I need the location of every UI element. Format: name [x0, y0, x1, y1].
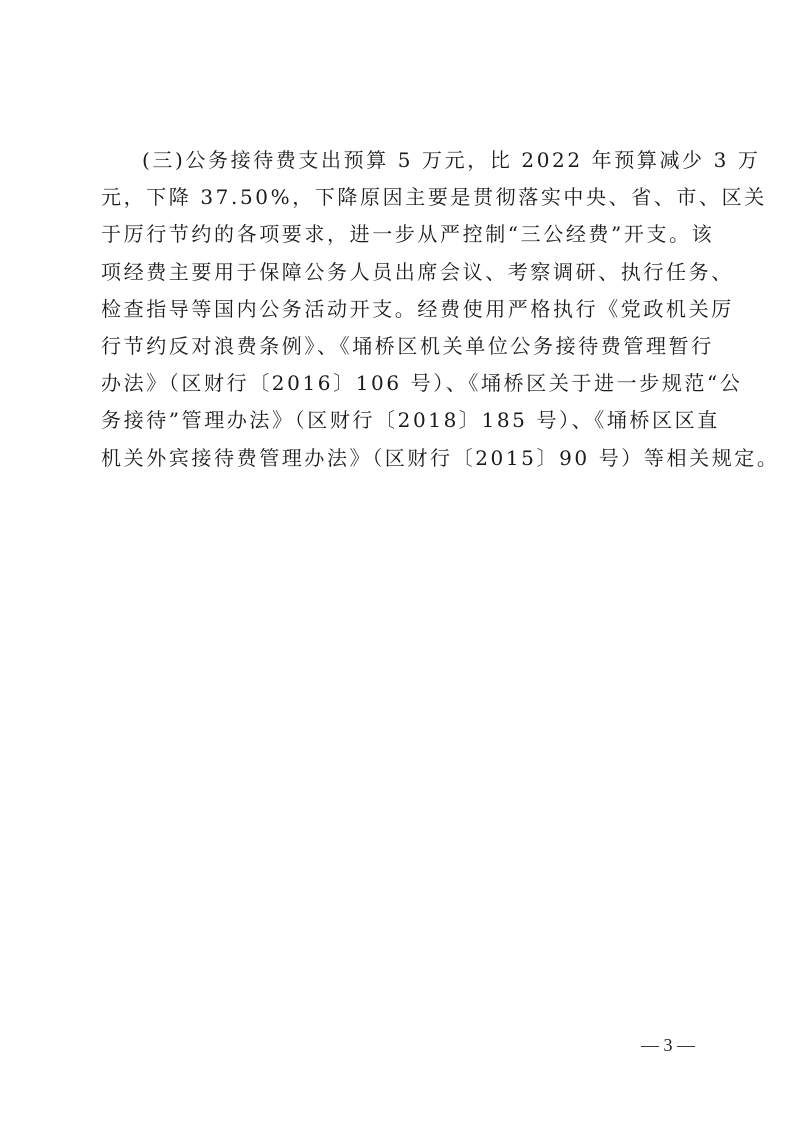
paragraph-line: 务接待”管理办法》（区财行〔2018〕185 号）、《埇桥区区直	[101, 408, 720, 433]
paragraph-line: 行节约反对浪费条例》、《埇桥区机关单位公务接待费管理暂行	[101, 333, 714, 358]
body-paragraph	[101, 142, 780, 477]
paragraph-line: (三)公务接待费支出预算 5 万元，比 2022 年预算减少 3 万	[142, 148, 761, 172]
page-number: — 3 —	[641, 1035, 695, 1055]
paragraph-line: 检查指导等国内公务活动开支。经费使用严格执行《党政机关厉	[101, 296, 734, 321]
paragraph-line: 办法》（区财行〔2016〕106 号）、《埇桥区关于进一步规范“公	[101, 371, 743, 396]
paragraph-line: 机关外宾接待费管理办法》（区财行〔2015〕90 号）等相关规定。	[101, 445, 780, 470]
paragraph-line: 项经费主要用于保障公务人员出席会议、考察调研、执行任务、	[101, 259, 734, 284]
paragraph-line: 元，下降 37.50%，下降原因主要是贯彻落实中央、省、市、区关	[101, 185, 767, 210]
paragraph-line: 于厉行节约的各项要求，进一步从严控制“三公经费”开支。该	[101, 222, 715, 247]
